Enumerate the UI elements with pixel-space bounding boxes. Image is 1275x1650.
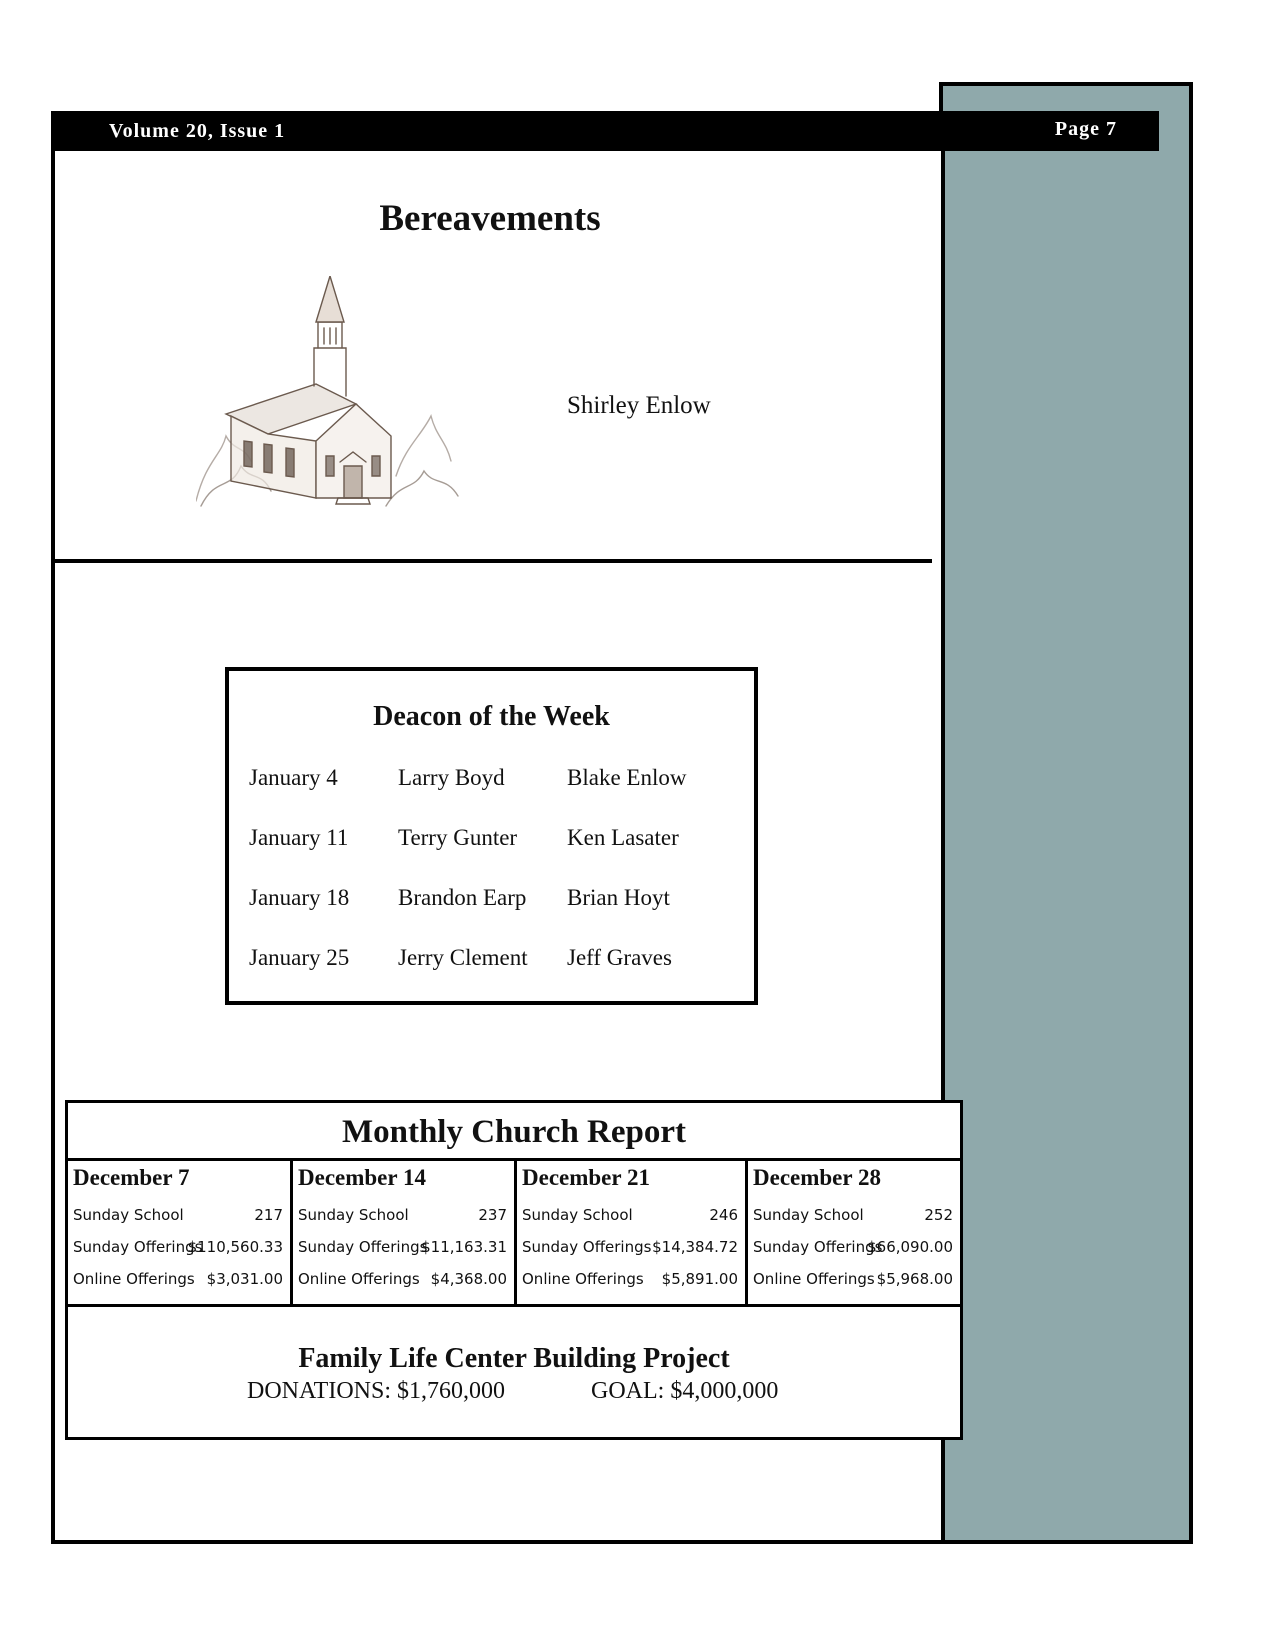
report-value: $4,368.00 xyxy=(430,1270,507,1288)
report-value: $5,891.00 xyxy=(661,1270,738,1288)
report-title: Monthly Church Report xyxy=(341,1114,687,1150)
building-project-title: Family Life Center Building Project xyxy=(298,1343,730,1374)
monthly-church-report xyxy=(65,1100,963,1440)
report-week-column xyxy=(748,1161,960,1304)
report-row xyxy=(753,1270,953,1292)
report-value: 217 xyxy=(254,1206,283,1224)
report-week-column xyxy=(293,1161,514,1304)
church-illustration-icon xyxy=(196,276,461,512)
report-divider xyxy=(68,1304,960,1307)
week-date: December 7 xyxy=(73,1165,190,1190)
week-date: December 14 xyxy=(298,1165,426,1190)
deacon-name: Ken Lasater xyxy=(567,825,679,850)
deacon-name: Jerry Clement xyxy=(398,945,528,970)
report-label: Sunday School xyxy=(522,1206,633,1224)
report-label: Sunday Offerings xyxy=(522,1238,652,1256)
report-value: $3,031.00 xyxy=(206,1270,283,1288)
report-row xyxy=(522,1238,738,1260)
report-label: Sunday School xyxy=(298,1206,409,1224)
section-divider xyxy=(51,559,932,563)
report-label: Sunday School xyxy=(753,1206,864,1224)
report-week-column xyxy=(68,1161,290,1304)
deacon-name: Brian Hoyt xyxy=(567,885,670,910)
report-row xyxy=(298,1270,507,1292)
deacon-date: January 18 xyxy=(249,885,350,910)
goal-total: GOAL: $4,000,000 xyxy=(591,1378,779,1404)
week-date: December 21 xyxy=(522,1165,650,1190)
report-label: Sunday School xyxy=(73,1206,184,1224)
report-label: Online Offerings xyxy=(753,1270,875,1288)
deacon-name: Jeff Graves xyxy=(567,945,672,970)
deacon-date: January 11 xyxy=(249,825,349,850)
report-row xyxy=(753,1206,953,1228)
report-row xyxy=(73,1238,283,1260)
deacon-name: Brandon Earp xyxy=(398,885,527,910)
report-label: Online Offerings xyxy=(73,1270,195,1288)
report-row xyxy=(73,1206,283,1228)
report-row xyxy=(298,1238,507,1260)
report-label: Online Offerings xyxy=(298,1270,420,1288)
report-label: Sunday Offerings xyxy=(73,1238,203,1256)
deacon-date: January 4 xyxy=(249,765,338,790)
deacon-of-the-week-box xyxy=(225,667,758,1005)
report-label: Sunday Offerings xyxy=(298,1238,428,1256)
deacon-date: January 25 xyxy=(249,945,350,970)
bereavement-name: Shirley Enlow xyxy=(567,392,711,419)
report-row xyxy=(522,1270,738,1292)
report-value: 252 xyxy=(924,1206,953,1224)
deacon-name: Larry Boyd xyxy=(398,765,505,790)
report-value: $110,560.33 xyxy=(187,1238,283,1256)
report-value: $14,384.72 xyxy=(652,1238,738,1256)
header-bar xyxy=(51,111,1159,151)
sidebar-panel xyxy=(939,82,1193,1544)
deacon-name: Blake Enlow xyxy=(567,765,687,790)
report-row xyxy=(522,1206,738,1228)
report-label: Sunday Offerings xyxy=(753,1238,883,1256)
report-row xyxy=(753,1238,953,1260)
report-week-column xyxy=(517,1161,745,1304)
week-date: December 28 xyxy=(753,1165,881,1190)
report-value: $66,090.00 xyxy=(867,1238,953,1256)
report-value: $11,163.31 xyxy=(421,1238,507,1256)
report-value: 237 xyxy=(478,1206,507,1224)
report-value: $5,968.00 xyxy=(876,1270,953,1288)
report-label: Online Offerings xyxy=(522,1270,644,1288)
page-number: Page 7 xyxy=(1054,118,1117,140)
report-row xyxy=(298,1206,507,1228)
report-row xyxy=(73,1270,283,1292)
report-value: 246 xyxy=(709,1206,738,1224)
deacon-title: Deacon of the Week xyxy=(373,701,610,732)
deacon-name: Terry Gunter xyxy=(398,825,518,850)
volume-issue: Volume 20, Issue 1 xyxy=(109,120,286,142)
bereavements-title: Bereavements xyxy=(379,198,601,239)
donations-total: DONATIONS: $1,760,000 xyxy=(247,1378,505,1404)
